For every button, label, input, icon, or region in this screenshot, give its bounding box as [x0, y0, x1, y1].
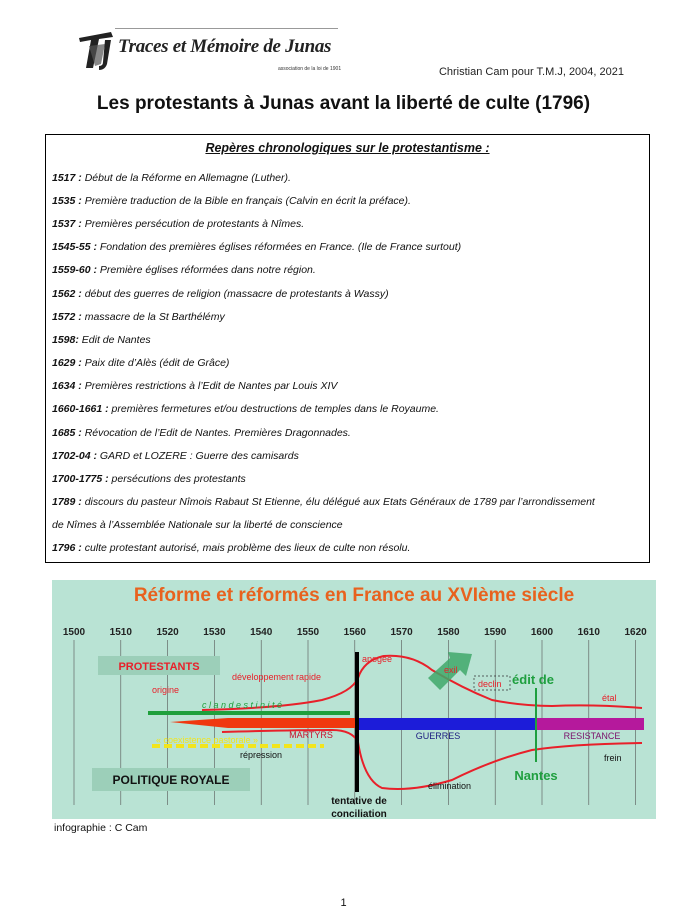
entry-date: 1559-60 : [52, 264, 97, 276]
year-tick-label: 1600 [530, 627, 554, 638]
chronology-entry [52, 356, 229, 370]
entry-date: 1545-55 : [52, 241, 97, 253]
timeline-svg [52, 580, 656, 819]
entry-date: 1629 : [52, 357, 82, 369]
entry-date: 1700-1775 : [52, 473, 109, 485]
chronology-entry [52, 263, 316, 277]
year-tick-label: 1560 [343, 627, 366, 638]
page-number: 1 [340, 897, 347, 909]
infographic-title: Réforme et réformés en France au XVIème siècle [133, 585, 575, 606]
entry-text: GARD et LOZERE : Guerre des camisards [96, 450, 299, 462]
year-tick-label: 1620 [624, 627, 647, 638]
resistance-label: RESISTANCE [563, 731, 621, 741]
tentative-label: tentative de conciliation [331, 796, 387, 820]
logo-subtitle: association de la loi de 1901 [278, 66, 342, 72]
entry-text: Fondation des premières églises réformées en France. (Ile de France surtout) [96, 241, 462, 253]
apogee-label: apogée [362, 654, 393, 664]
repression-label: répression [240, 750, 283, 760]
reform-infographic [52, 580, 656, 819]
clandestinite-label: c l a n d e s t i n i t é [202, 700, 283, 710]
entry-text: de Nîmes à l’Assemblée Nationale sur la liberté de conscience [52, 519, 343, 531]
chronology-entry [52, 449, 299, 463]
entry-date: 1572 : [52, 311, 82, 323]
chronology-entry [52, 379, 337, 393]
entry-text: persécutions des protestants [108, 473, 246, 485]
chronology-entry [52, 426, 351, 440]
logo [75, 28, 340, 76]
entry-date: 1598: [52, 334, 79, 346]
chronology-entry [52, 495, 595, 509]
year-tick-label: 1580 [437, 627, 460, 638]
entry-date: 1685 : [52, 427, 82, 439]
entry-text: premières fermetures et/ou destructions de temples dans le Royaume. [108, 403, 439, 415]
year-tick-label: 1590 [484, 627, 507, 638]
year-tick-label: 1610 [577, 627, 600, 638]
chronology-entry [52, 287, 389, 301]
entry-text: Premières restrictions à l’Edit de Nantes par Louis XIV [81, 380, 338, 392]
guerres-bar [358, 718, 536, 730]
entry-text: Révocation de l’Edit de Nantes. Premières Dragonnades. [81, 427, 351, 439]
martyrs-label: MARTYRS [289, 730, 333, 740]
frein-label: frein [604, 753, 622, 763]
resistance-bar [536, 718, 644, 730]
coexistence-label: « coexistence pastorale » [156, 735, 259, 745]
entry-date: 1537 : [52, 218, 82, 230]
guerres-label: GUERRES [415, 731, 461, 741]
chronology-heading: Repères chronologiques sur le protestantisme : [205, 141, 490, 155]
entry-date: 1796 : [52, 542, 82, 554]
protestants-label: PROTESTANTS [118, 661, 200, 673]
year-tick-label: 1500 [62, 627, 86, 638]
origine-label: origine [152, 685, 180, 695]
entry-date: 1562 : [52, 288, 82, 300]
year-tick-label: 1510 [109, 627, 132, 638]
martyrs-bar [170, 718, 356, 728]
year-tick-label: 1550 [296, 627, 320, 638]
year-tick-label: 1540 [250, 627, 273, 638]
entry-text: Première églises réformées dans notre région. [96, 264, 316, 276]
author-line: Christian Cam pour T.M.J, 2004, 2021 [438, 66, 624, 78]
chronology-entry [52, 402, 439, 416]
chronology-entry [52, 310, 225, 324]
entry-text: discours du pasteur Nîmois Rabaut St Etienne, élu délégué aux Etats Généraux de 1789 par l’arrondissement [81, 496, 595, 508]
entry-date: 1660-1661 : [52, 403, 109, 415]
entry-date: 1702-04 : [52, 450, 97, 462]
exil-label: exil [444, 665, 458, 675]
entry-text: début des guerres de religion (massacre de protestants à Wassy) [81, 288, 389, 300]
chronology-entry [52, 194, 411, 208]
edit-de-label: édit de [512, 672, 554, 687]
chronology-entry [52, 240, 461, 254]
logo-text: Traces et Mémoire de Junas [118, 36, 332, 57]
year-tick-label: 1520 [156, 627, 179, 638]
year-tick-label: 1570 [390, 627, 413, 638]
etal-label: étal [602, 693, 617, 703]
elimination-label: élimination [428, 781, 472, 791]
credit-text: infographie : C Cam [54, 822, 148, 834]
entry-text: Edit de Nantes [78, 334, 151, 346]
entry-date: 1634 : [52, 380, 82, 392]
chronology-entry [52, 171, 291, 185]
chronology-entry [52, 333, 151, 347]
tmj-logo-icon [75, 28, 117, 74]
chronology-entry [52, 217, 304, 231]
politique-label: POLITIQUE ROYALE [112, 773, 230, 787]
entry-text: massacre de la St Barthélémy [81, 311, 225, 323]
page-title: Les protestants à Junas avant la liberté de culte (1796) [96, 93, 591, 114]
chronology-entry [52, 472, 246, 486]
entry-text: Première traduction de la Bible en français (Calvin en écrit la préface). [81, 195, 411, 207]
entry-text: culte protestant autorisé, mais problème des lieux de culte non résolu. [81, 542, 411, 554]
declin-label: declin [478, 679, 502, 689]
year-tick-label: 1530 [203, 627, 226, 638]
entry-text: Paix dite d’Alès (édit de Grâce) [81, 357, 230, 369]
chronology-entry [52, 518, 343, 532]
entry-date: 1517 : [52, 172, 82, 184]
entry-date: 1535 : [52, 195, 82, 207]
chronology-box [45, 134, 650, 563]
developpement-label: développement rapide [232, 672, 322, 682]
nantes-label: Nantes [514, 768, 558, 783]
chronology-entry [52, 541, 410, 555]
logo-rule [115, 28, 338, 29]
entry-text: Début de la Réforme en Allemagne (Luther). [81, 172, 291, 184]
entry-date: 1789 : [52, 496, 82, 508]
entry-text: Premières persécution de protestants à Nîmes. [81, 218, 305, 230]
